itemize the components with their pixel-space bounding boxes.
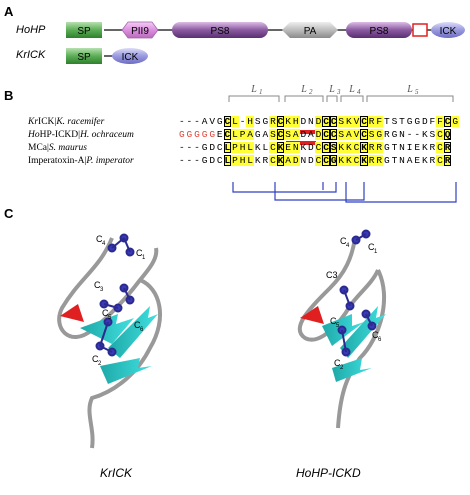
panel-label-b: B (4, 88, 14, 103)
panel-label-a: A (4, 4, 14, 19)
svg-text:1: 1 (374, 249, 378, 255)
svg-text:C: C (372, 330, 379, 340)
svg-text:6: 6 (378, 337, 382, 343)
svg-text:PII9: PII9 (131, 26, 149, 37)
svg-text:C: C (330, 316, 337, 326)
caption-krick: KrICK (100, 466, 133, 480)
seq-label-mca: MCa|S. maurus (28, 143, 87, 153)
svg-text:L: L (349, 84, 355, 95)
svg-text:2: 2 (340, 365, 344, 371)
cleavage-box (413, 24, 427, 36)
svg-text:4: 4 (102, 241, 106, 247)
svg-text:ICK: ICK (439, 26, 457, 37)
krick-structure (59, 235, 160, 449)
svg-text:C3: C3 (326, 270, 338, 280)
svg-text:C: C (92, 354, 99, 364)
seq-label-impa: Imperatoxin-A|P. imperator (28, 156, 134, 166)
svg-text:C: C (340, 236, 347, 246)
svg-text:C: C (102, 308, 109, 318)
svg-text:PS8: PS8 (369, 26, 389, 37)
svg-text:C: C (368, 242, 375, 252)
svg-text:C: C (334, 358, 341, 368)
svg-text:1: 1 (142, 255, 146, 261)
svg-text:2: 2 (98, 361, 102, 367)
svg-text:L: L (407, 84, 413, 95)
svg-text:3: 3 (337, 88, 341, 96)
alignment-row: - - - G D C L P H L K L C K E N K D C C S K K C K R R G T N I E K R C R (178, 142, 451, 153)
panel-label-c: C (4, 206, 14, 221)
svg-text:6: 6 (140, 327, 144, 333)
svg-text:C: C (94, 280, 101, 290)
svg-text:C: C (134, 320, 141, 330)
svg-text:SP: SP (77, 52, 91, 63)
svg-text:5: 5 (336, 323, 340, 329)
alignment-row: - - - A V G C L - H S G R C K H D N D C C S K V C R F T S T G G D F F C G (178, 116, 459, 127)
svg-text:1: 1 (259, 88, 263, 96)
alignment-block (178, 116, 459, 168)
krick-label: KrICK (16, 49, 46, 61)
seq-label-hohp: HoHP-ICKD|H. ochraceum (28, 130, 134, 140)
svg-text:SP: SP (77, 26, 91, 37)
svg-text:3: 3 (100, 287, 104, 293)
alignment-row: - - - G D C L P H L K R C K A D N D C C G K K C K R R G T N A E K R C R (178, 155, 451, 166)
svg-text:ICK: ICK (121, 52, 139, 63)
svg-text:C: C (136, 248, 143, 258)
svg-text:4: 4 (357, 88, 361, 96)
caption-hohp: HoHP-ICKD (296, 466, 361, 480)
svg-text:4: 4 (346, 243, 350, 249)
structures (0, 218, 470, 458)
domain-diagram (0, 0, 470, 80)
seq-label-krick: KrICK|K. racemifer (28, 117, 105, 127)
svg-text:5: 5 (415, 88, 419, 96)
svg-text:5: 5 (108, 315, 112, 321)
svg-text:L: L (251, 84, 257, 95)
svg-text:L: L (301, 84, 307, 95)
svg-text:L: L (329, 84, 335, 95)
hohp-label: HoHP (16, 24, 46, 36)
svg-text:PS8: PS8 (210, 26, 230, 37)
alignment-row: G G G G G E C L P A G A S C S A D A D C C S A V C S G R G N - - K S C Q (178, 129, 451, 140)
svg-text:C: C (96, 234, 103, 244)
svg-text:PA: PA (303, 26, 317, 37)
svg-text:2: 2 (309, 88, 313, 96)
